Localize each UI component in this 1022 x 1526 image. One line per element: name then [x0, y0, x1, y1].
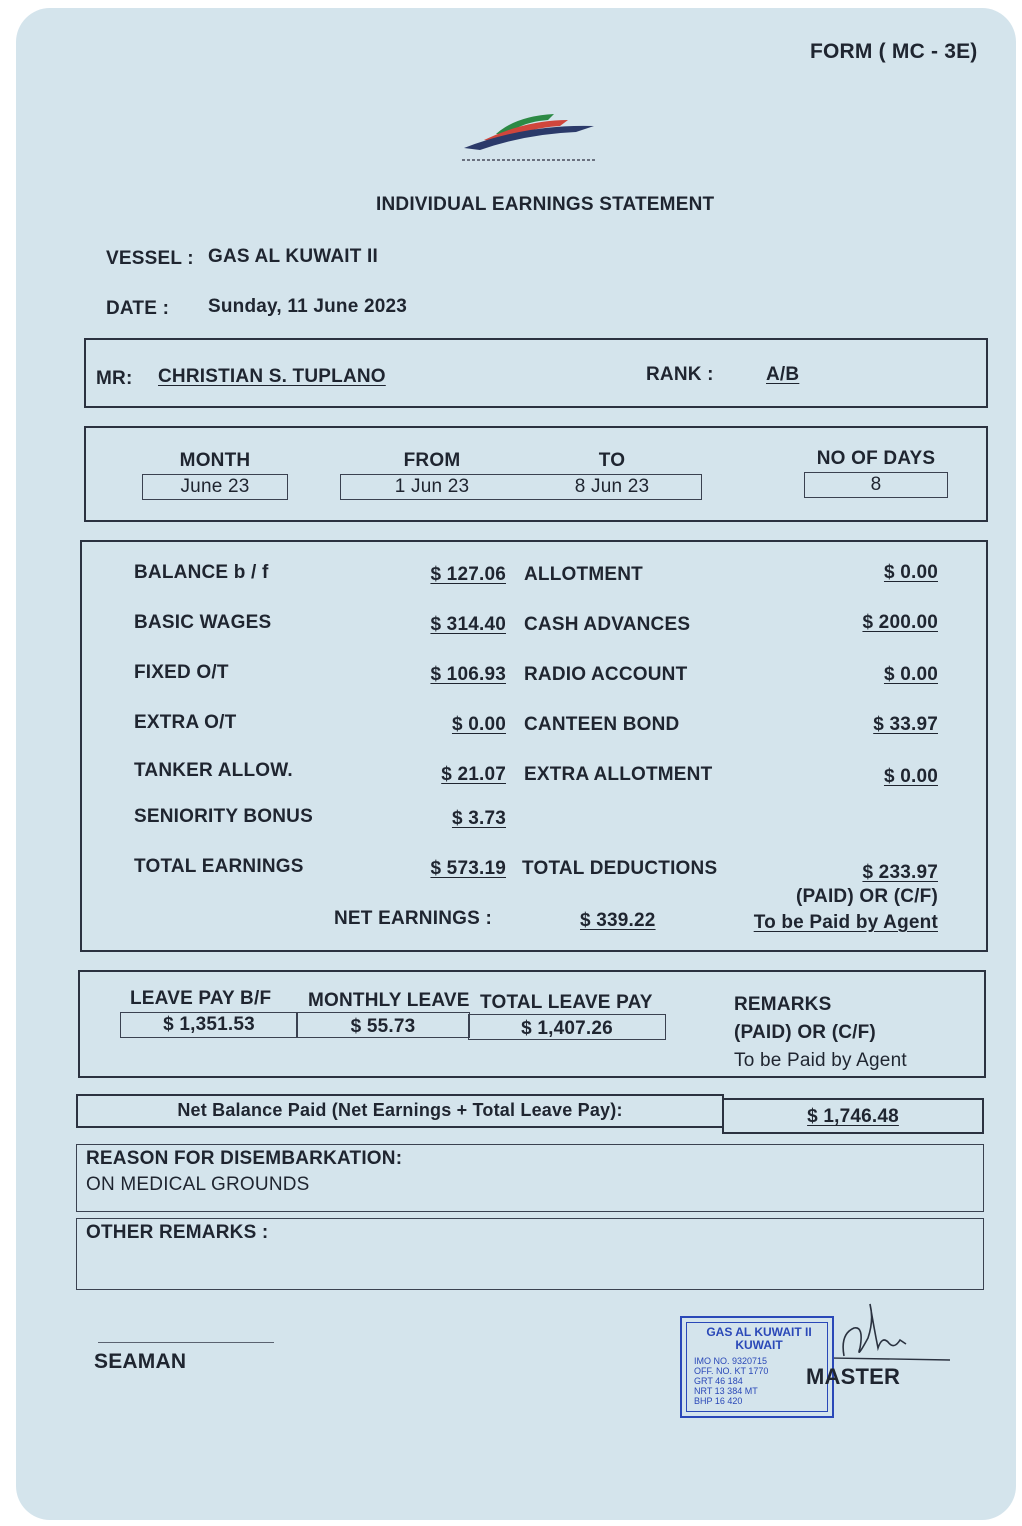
- remarks-paid-cf: (PAID) OR (C/F): [734, 1022, 876, 1043]
- deduction-label: CASH ADVANCES: [524, 614, 691, 635]
- total-earnings-amount: $ 573.19: [430, 858, 506, 879]
- deduction-label: EXTRA ALLOTMENT: [524, 764, 713, 785]
- net-earnings-label: NET EARNINGS :: [334, 908, 492, 929]
- remarks-paid-by: To be Paid by Agent: [734, 1050, 907, 1071]
- month-value: June 23: [180, 476, 250, 497]
- monthly-leave-label: MONTHLY LEAVE: [308, 990, 470, 1011]
- earning-label: SENIORITY BONUS: [134, 806, 313, 827]
- seaman-label: SEAMAN: [94, 1350, 187, 1373]
- deduction-amount: $ 200.00: [862, 612, 938, 633]
- days-label: NO OF DAYS: [816, 448, 936, 469]
- total-deductions-label: TOTAL DEDUCTIONS: [522, 858, 718, 879]
- master-label: MASTER: [806, 1364, 901, 1389]
- stamp-details: [694, 1356, 768, 1406]
- deduction-label: RADIO ACCOUNT: [524, 664, 688, 685]
- deduction-label: ALLOTMENT: [524, 564, 643, 585]
- remarks-label: REMARKS: [734, 994, 832, 1015]
- from-label: FROM: [403, 450, 461, 471]
- stamp-row: OFF. NO. KT 1770: [694, 1366, 769, 1376]
- earning-amount: $ 0.00: [451, 714, 506, 735]
- document-title: INDIVIDUAL EARNINGS STATEMENT: [376, 194, 715, 215]
- vessel-label: VESSEL :: [106, 248, 194, 269]
- net-earnings-amount: $ 339.22: [580, 910, 656, 931]
- earning-amount: $ 106.93: [430, 664, 506, 685]
- total-earnings-label: TOTAL EARNINGS: [134, 856, 304, 877]
- vessel-value: GAS AL KUWAIT II: [208, 246, 378, 267]
- stamp-line: KUWAIT: [735, 1338, 783, 1352]
- rank-label: RANK :: [646, 364, 714, 385]
- company-logo: [456, 104, 606, 166]
- paid-or-cf-label: (PAID) OR (C/F): [796, 886, 938, 907]
- earning-amount: $ 314.40: [430, 614, 506, 635]
- seaman-signature-line: [98, 1342, 274, 1343]
- rank-value: A/B: [766, 364, 800, 385]
- date-value: Sunday, 11 June 2023: [208, 296, 408, 317]
- earning-label: BASIC WAGES: [134, 612, 272, 633]
- reason-label: REASON FOR DISEMBARKATION:: [86, 1148, 403, 1169]
- leave-bf-value: $ 1,351.53: [163, 1014, 255, 1035]
- net-balance-label: Net Balance Paid (Net Earnings + Total Leave Pay):: [177, 1100, 623, 1120]
- employee-name: CHRISTIAN S. TUPLANO: [158, 366, 386, 387]
- earning-label: BALANCE b / f: [134, 562, 269, 583]
- stamp-row: NRT 13 384 MT: [694, 1386, 758, 1396]
- total-deductions-amount: $ 233.97: [862, 862, 938, 883]
- stamp-row: GRT 46 184: [694, 1376, 743, 1386]
- earning-label: TANKER ALLOW.: [134, 760, 293, 781]
- to-value: 8 Jun 23: [574, 476, 650, 497]
- reason-value: ON MEDICAL GROUNDS: [86, 1174, 310, 1195]
- to-label: TO: [598, 450, 626, 471]
- form-code: FORM ( MC - 3E): [810, 40, 978, 63]
- mr-label: MR:: [96, 368, 133, 389]
- leave-bf-label: LEAVE PAY B/F: [130, 988, 272, 1009]
- master-signature: [834, 1298, 954, 1368]
- total-leave-value: $ 1,407.26: [521, 1018, 613, 1039]
- stamp-row: IMO NO. 9320715: [694, 1356, 768, 1366]
- stamp-row: BHP 16 420: [694, 1396, 743, 1406]
- other-remarks-label: OTHER REMARKS :: [86, 1222, 269, 1243]
- earning-amount: $ 21.07: [441, 764, 506, 785]
- paid-by-agent-note: To be Paid by Agent: [753, 912, 938, 933]
- deduction-amount: $ 33.97: [873, 714, 938, 735]
- statement-sheet: [16, 8, 1016, 1520]
- earning-amount: $ 127.06: [430, 564, 506, 585]
- deduction-amount: $ 0.00: [883, 562, 938, 583]
- total-leave-label: TOTAL LEAVE PAY: [480, 992, 653, 1013]
- date-label: DATE :: [106, 298, 170, 319]
- monthly-leave-value: $ 55.73: [350, 1016, 416, 1037]
- net-balance-value: $ 1,746.48: [807, 1106, 899, 1127]
- stamp-line: GAS AL KUWAIT II: [706, 1325, 812, 1339]
- earning-amount: $ 3.73: [451, 808, 506, 829]
- month-label: MONTH: [179, 450, 251, 471]
- from-value: 1 Jun 23: [394, 476, 470, 497]
- deduction-amount: $ 0.00: [883, 766, 938, 787]
- deduction-label: CANTEEN BOND: [524, 714, 680, 735]
- earning-label: EXTRA O/T: [134, 712, 237, 733]
- earning-label: FIXED O/T: [134, 662, 229, 683]
- days-value: 8: [870, 474, 882, 495]
- deduction-amount: $ 0.00: [883, 664, 938, 685]
